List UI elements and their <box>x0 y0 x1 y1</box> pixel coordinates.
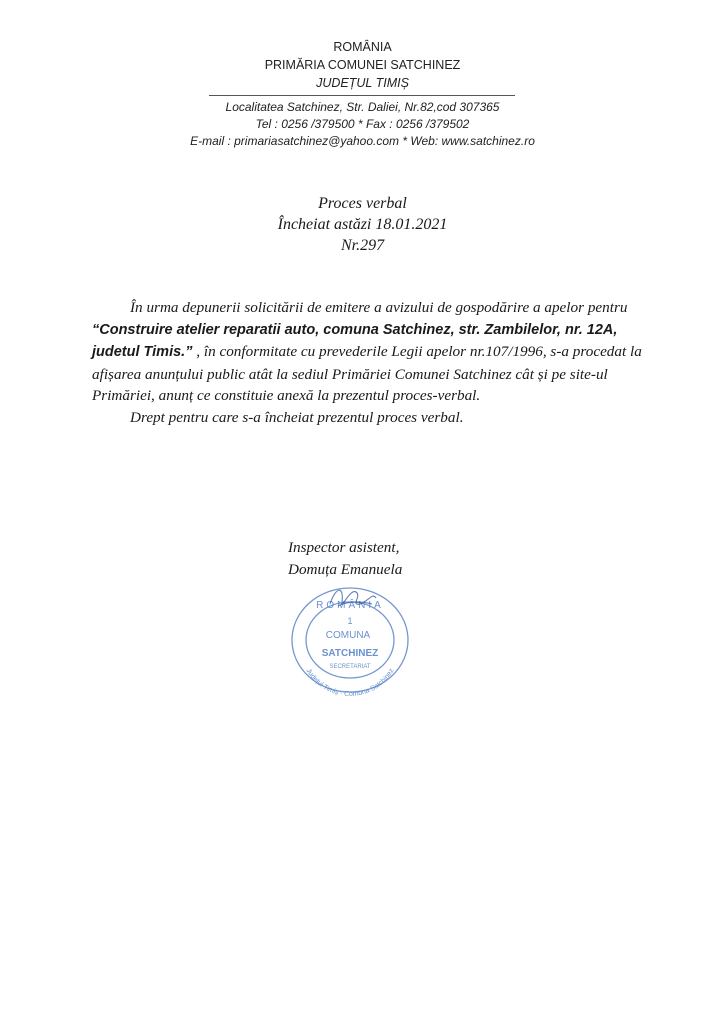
body-paragraph-2: Drept pentru care s-a încheiat prezentul proces verbal. <box>130 408 464 426</box>
header-address: Localitatea Satchinez, Str. Daliei, Nr.82,cod 307365 <box>225 100 500 114</box>
header-divider <box>209 95 515 96</box>
stamp-line1: COMUNA <box>325 630 371 641</box>
signature-block <box>288 537 402 581</box>
signature-role: Inspector asistent, <box>288 539 400 556</box>
official-stamp <box>280 578 420 708</box>
document-title: Proces verbal <box>318 195 407 212</box>
header-institution: PRIMĂRIA COMUNEI SATCHINEZ <box>264 58 461 72</box>
stamp-ring-text: Județul Timiș · Comuna Satchinez <box>304 667 396 699</box>
stamp-line3: SECRETARIAT <box>329 664 371 670</box>
header-county: JUDEȚUL TIMIȘ <box>316 76 409 90</box>
document-number: Nr.297 <box>340 237 385 254</box>
body-p1-start: În urma depunerii solicitării de emitere a avizului de gospodărire a apelor pentru <box>130 299 628 316</box>
header-country: ROMÂNIA <box>333 40 392 54</box>
body-p1-end: , în conformitate cu prevederile Legii apelor nr.107/1996, s-a procedat la afișarea anunțului public atât la sediul Primăriei Comunei Satchinez cât și pe site-ul Primăriei, anunț ce constituie anexă la prezentul proces-verbal. <box>92 343 642 404</box>
header-email-web: E-mail : primariasatchinez@yahoo.com * Web: www.satchinez.ro <box>190 134 535 148</box>
stamp-top-text: ROMÂNIA <box>316 600 384 611</box>
body-paragraph-1 <box>92 297 652 407</box>
signature-name: Domuța Emanuela <box>288 561 403 578</box>
stamp-seal-icon <box>280 578 420 708</box>
document-date: Încheiat astăzi 18.01.2021 <box>277 216 448 233</box>
project-name: “Construire atelier reparatii auto, comuna Satchinez, str. Zambilelor, nr. 12A, judetul Timis.” <box>92 321 618 360</box>
stamp-line2: SATCHINEZ <box>321 648 379 659</box>
header-phone-fax: Tel : 0256 /379500 * Fax : 0256 /379502 <box>255 117 470 131</box>
document-body <box>92 297 652 428</box>
stamp-number: 1 <box>347 616 353 626</box>
